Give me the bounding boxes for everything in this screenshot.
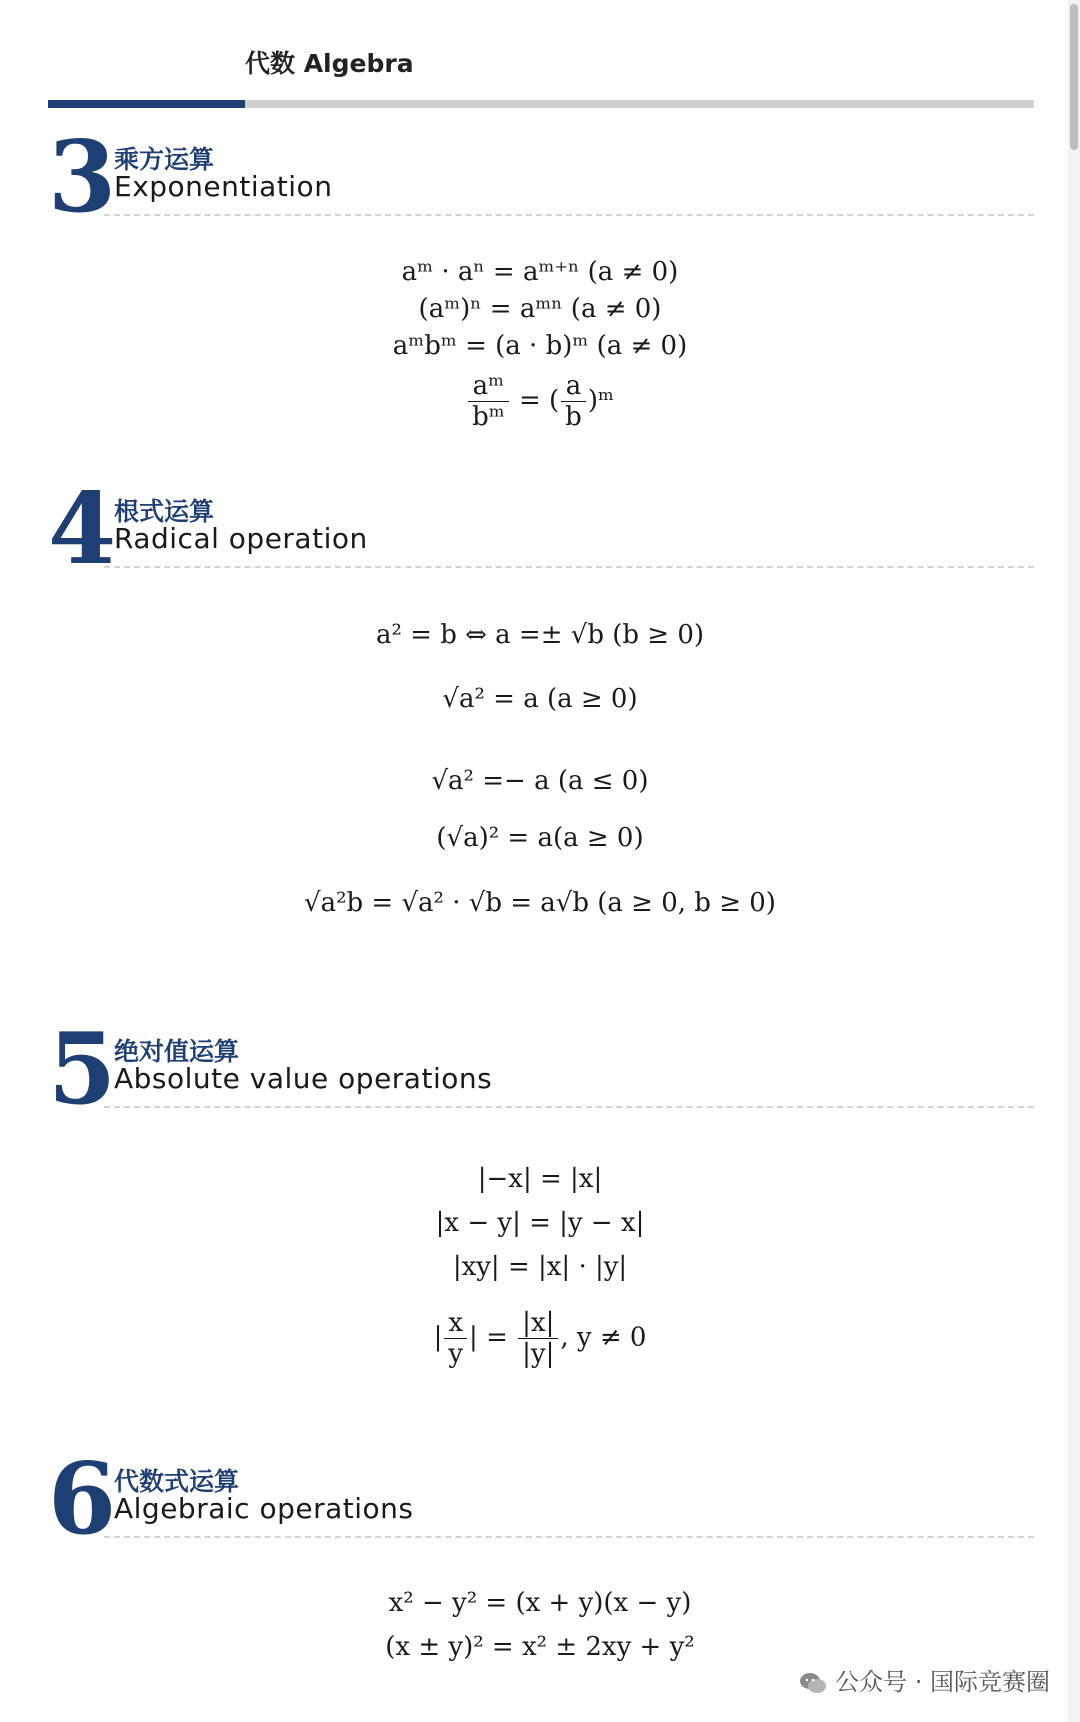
section-title-en: Absolute value operations	[114, 1062, 493, 1095]
section-number: 6	[48, 1442, 117, 1557]
fraction-numerator: aᵐ	[468, 371, 509, 402]
formula: aᵐ · aⁿ = aᵐ⁺ⁿ (a ≠ 0)	[401, 257, 679, 287]
formula: |xy| = |x| · |y|	[452, 1252, 628, 1282]
section-number: 5	[48, 1012, 117, 1127]
section-title-en: Radical operation	[114, 522, 368, 555]
section-number: 4	[48, 472, 117, 587]
formula: (√a)² = a(a ≥ 0)	[436, 823, 644, 853]
formula-text: = (	[510, 385, 560, 416]
formula: (aᵐ)ⁿ = aᵐⁿ (a ≠ 0)	[418, 294, 662, 324]
fraction-denominator: |y|	[522, 1339, 555, 1369]
fraction-numerator: |x|	[518, 1308, 558, 1339]
section-divider	[104, 1106, 1034, 1108]
fraction-numerator: a	[561, 371, 586, 402]
reading-progress-bar	[48, 100, 1034, 108]
formula: aᵐbᵐ = (a · b)ᵐ (a ≠ 0)	[392, 331, 688, 361]
formula-text: , y ≠ 0	[560, 1322, 647, 1353]
formula: (x ± y)² = x² ± 2xy + y²	[385, 1632, 695, 1662]
formula: √a² =− a (a ≤ 0)	[431, 766, 649, 796]
section-divider	[104, 214, 1034, 216]
fraction-denominator: b	[565, 402, 582, 432]
section-title-cn: 绝对值运算	[114, 1037, 240, 1066]
watermark-text: 公众号 · 国际竞赛圈	[835, 1668, 1050, 1696]
formula: x² − y² = (x + y)(x − y)	[388, 1588, 692, 1618]
formula-text: )ᵐ	[587, 385, 614, 416]
formula-fraction	[0, 371, 1080, 432]
section-title-en: Algebraic operations	[114, 1492, 414, 1525]
fraction	[444, 1308, 467, 1369]
formula-text: | =	[469, 1322, 517, 1353]
formula: a² = b ⇔ a =± √b (b ≥ 0)	[375, 620, 705, 650]
wechat-icon	[799, 1671, 827, 1695]
fraction	[468, 371, 509, 432]
fraction-denominator: bᵐ	[472, 402, 505, 432]
scrollbar-thumb[interactable]	[1070, 4, 1078, 150]
watermark	[799, 1662, 1050, 1697]
section-title-cn: 代数式运算	[114, 1467, 240, 1496]
formula: √a² = a (a ≥ 0)	[442, 684, 638, 714]
fraction-numerator: x	[444, 1308, 467, 1339]
formula: |x − y| = |y − x|	[435, 1208, 645, 1238]
section-title-en: Exponentiation	[114, 170, 333, 203]
fraction	[518, 1308, 558, 1369]
formula: √a²b = √a² · √b = a√b (a ≥ 0, b ≥ 0)	[304, 888, 776, 918]
section-divider	[104, 566, 1034, 568]
formula-text: |	[433, 1322, 443, 1353]
reading-progress-fill	[48, 100, 245, 108]
page-title: 代数 Algebra	[245, 49, 414, 78]
section-number: 3	[48, 120, 117, 235]
section-divider	[104, 1536, 1034, 1538]
section-title-cn: 根式运算	[114, 497, 215, 526]
fraction	[561, 371, 586, 432]
section-title-cn: 乘方运算	[114, 145, 215, 174]
fraction-denominator: y	[448, 1339, 464, 1369]
formula-fraction	[0, 1308, 1080, 1369]
formula: |−x| = |x|	[477, 1164, 603, 1194]
